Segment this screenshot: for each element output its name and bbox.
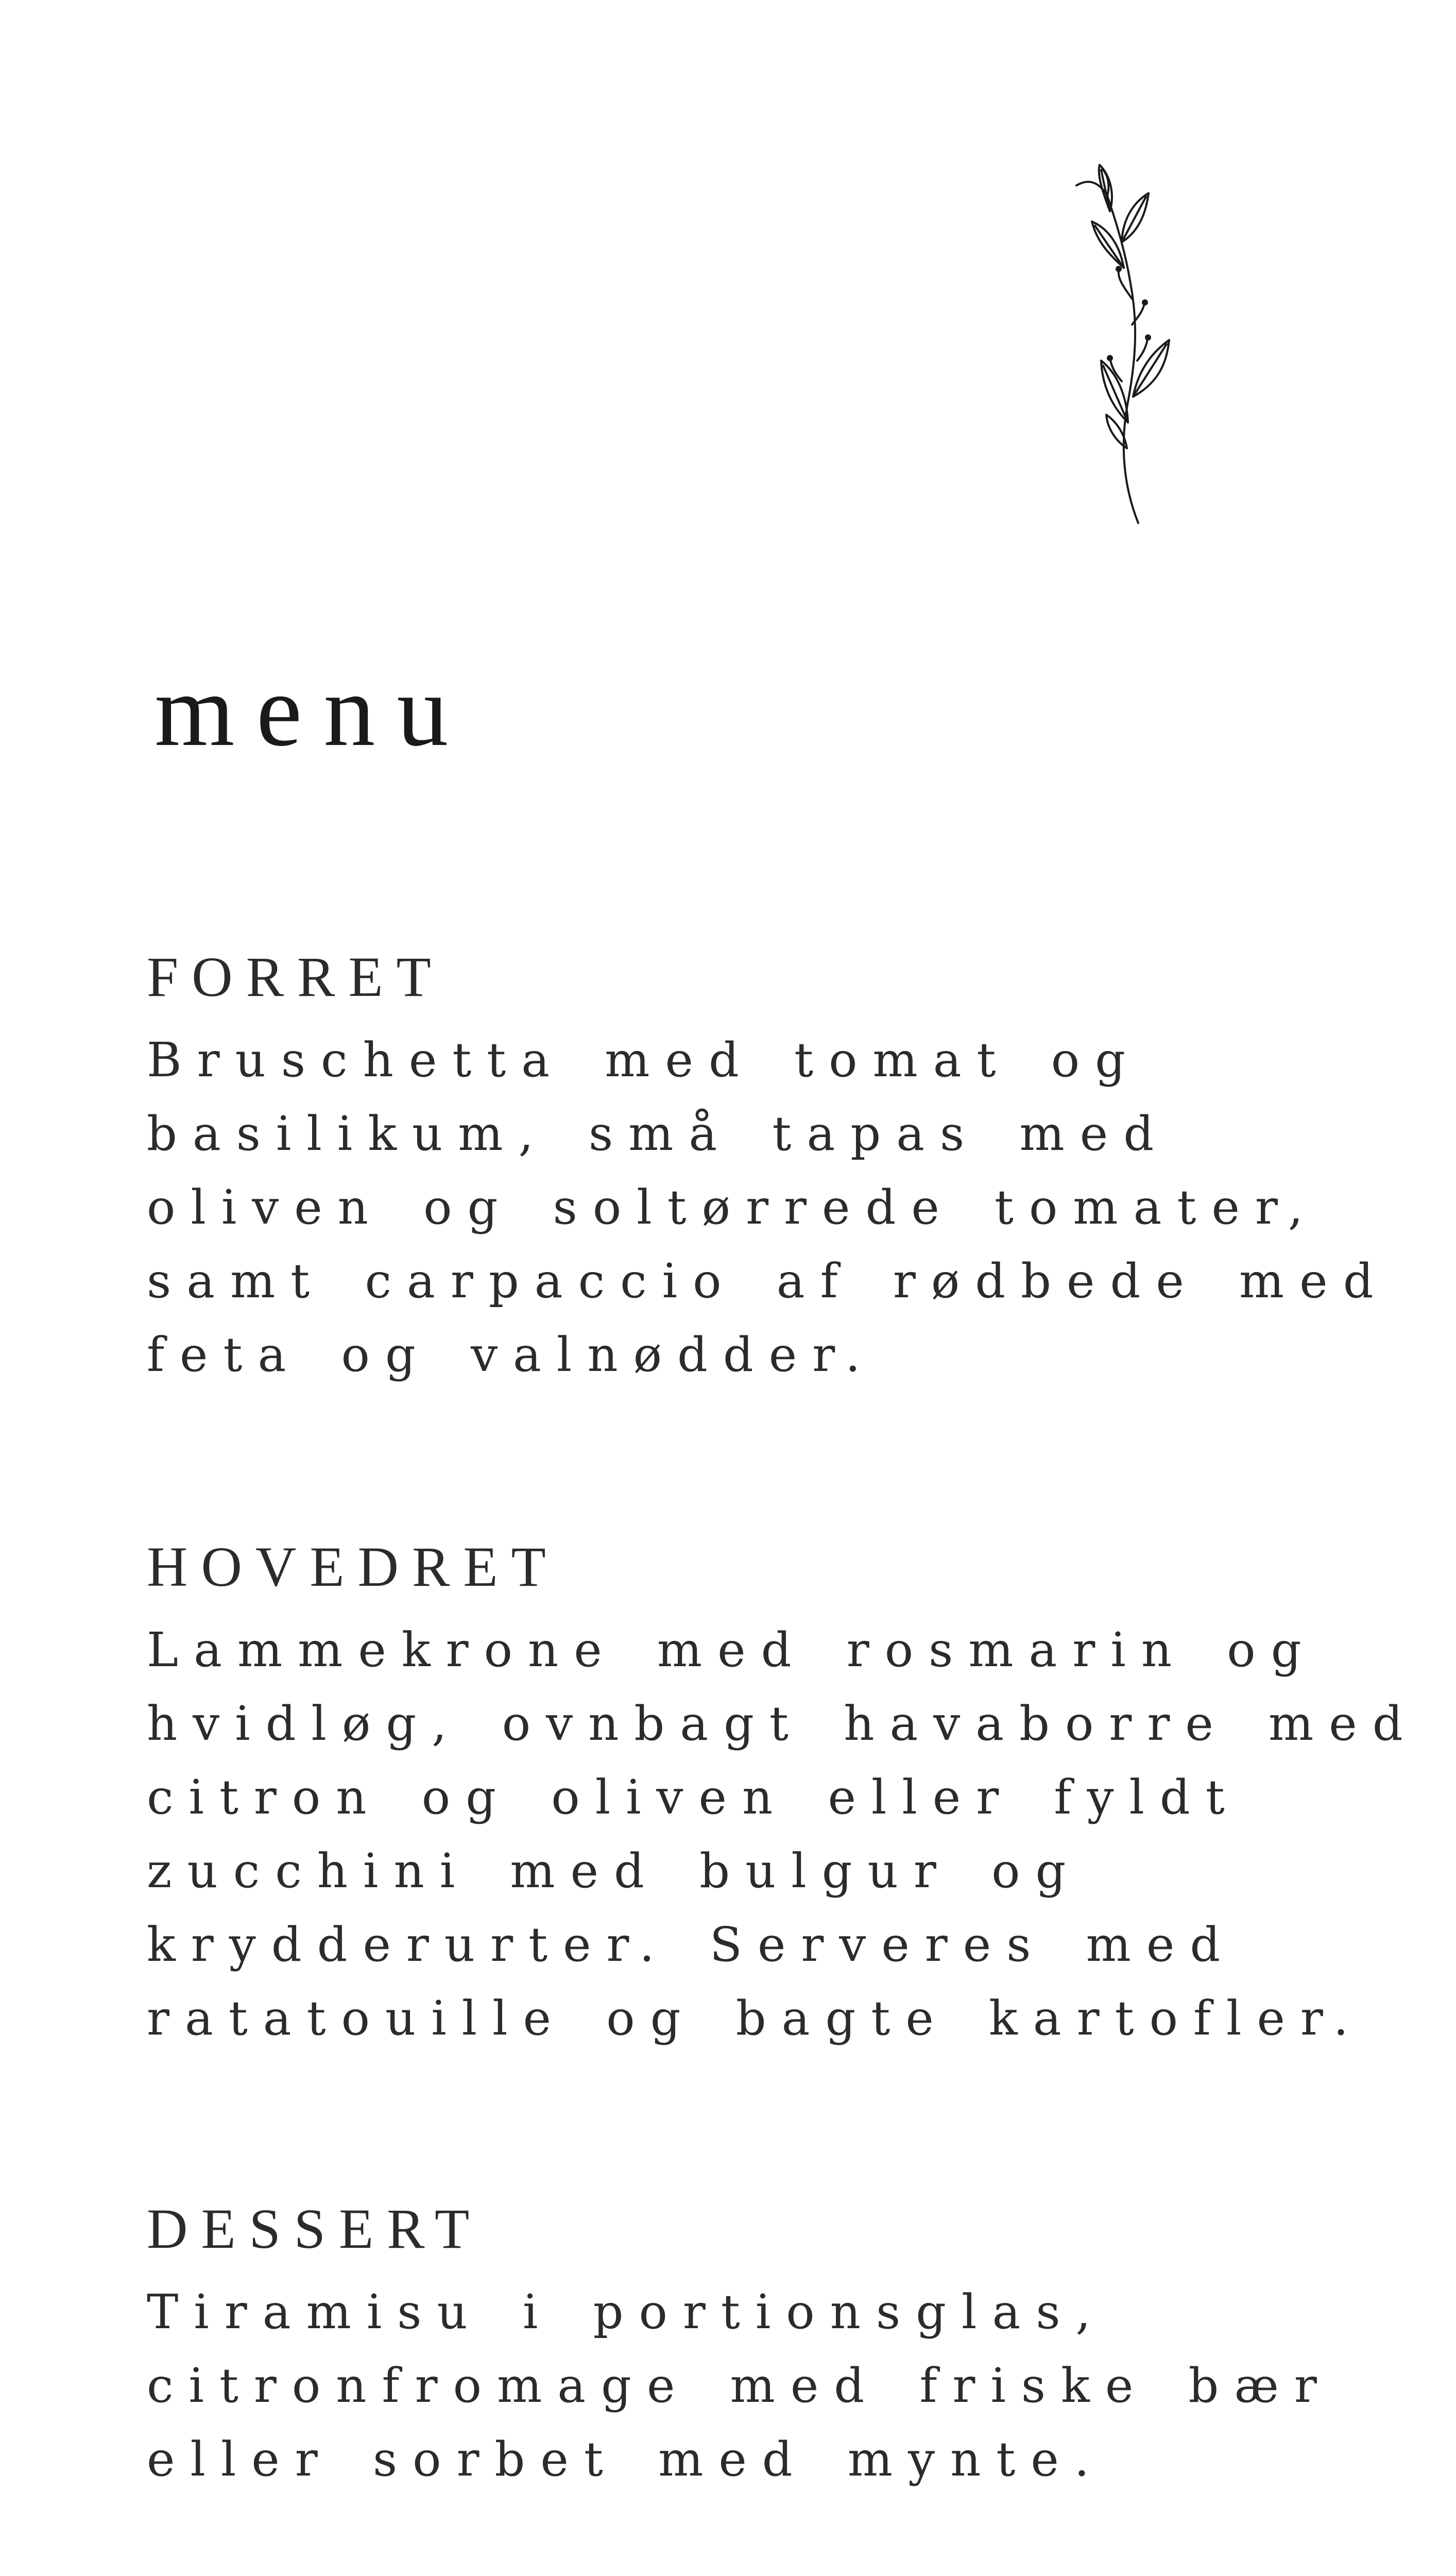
body-line: hvidløg, ovnbagt havaborre med	[147, 1696, 1418, 1751]
body-line: eller sorbet med mynte.	[147, 2432, 1105, 2487]
section-heading: HOVEDRET	[147, 1535, 559, 1598]
section-heading: FORRET	[147, 945, 444, 1008]
body-line: Bruschetta med tomat og	[147, 1032, 1141, 1088]
body-line: krydderurter. Serveres med	[147, 1917, 1236, 1972]
section-body	[147, 1613, 1418, 2055]
body-line: feta og valnødder.	[147, 1327, 876, 1382]
body-line: zucchini med bulgur og	[147, 1843, 1082, 1899]
body-line: basilikum, små tapas med	[147, 1106, 1170, 1161]
page-title: menu	[155, 654, 470, 768]
body-line: Lammekrone med rosmarin og	[147, 1622, 1317, 1677]
section-body	[147, 2275, 1331, 2496]
section-body	[147, 1023, 1389, 1392]
body-line: citron og oliven eller fyldt	[147, 1770, 1240, 1825]
body-line: samt carpaccio af rødbede med	[147, 1253, 1389, 1309]
menu-section-hovedret	[147, 1533, 1418, 2055]
body-line: ratatouille og bagte kartofler.	[147, 1991, 1364, 2046]
body-line: citronfromage med friske bær	[147, 2358, 1332, 2413]
body-line: oliven og soltørrede tomater,	[147, 1180, 1319, 1235]
body-line: Tiramisu i portionsglas,	[147, 2284, 1106, 2340]
menu-section-dessert	[147, 2195, 1331, 2496]
menu-section-forret	[147, 943, 1389, 1392]
section-heading: DESSERT	[147, 2197, 483, 2260]
sprig-icon	[1061, 155, 1195, 531]
